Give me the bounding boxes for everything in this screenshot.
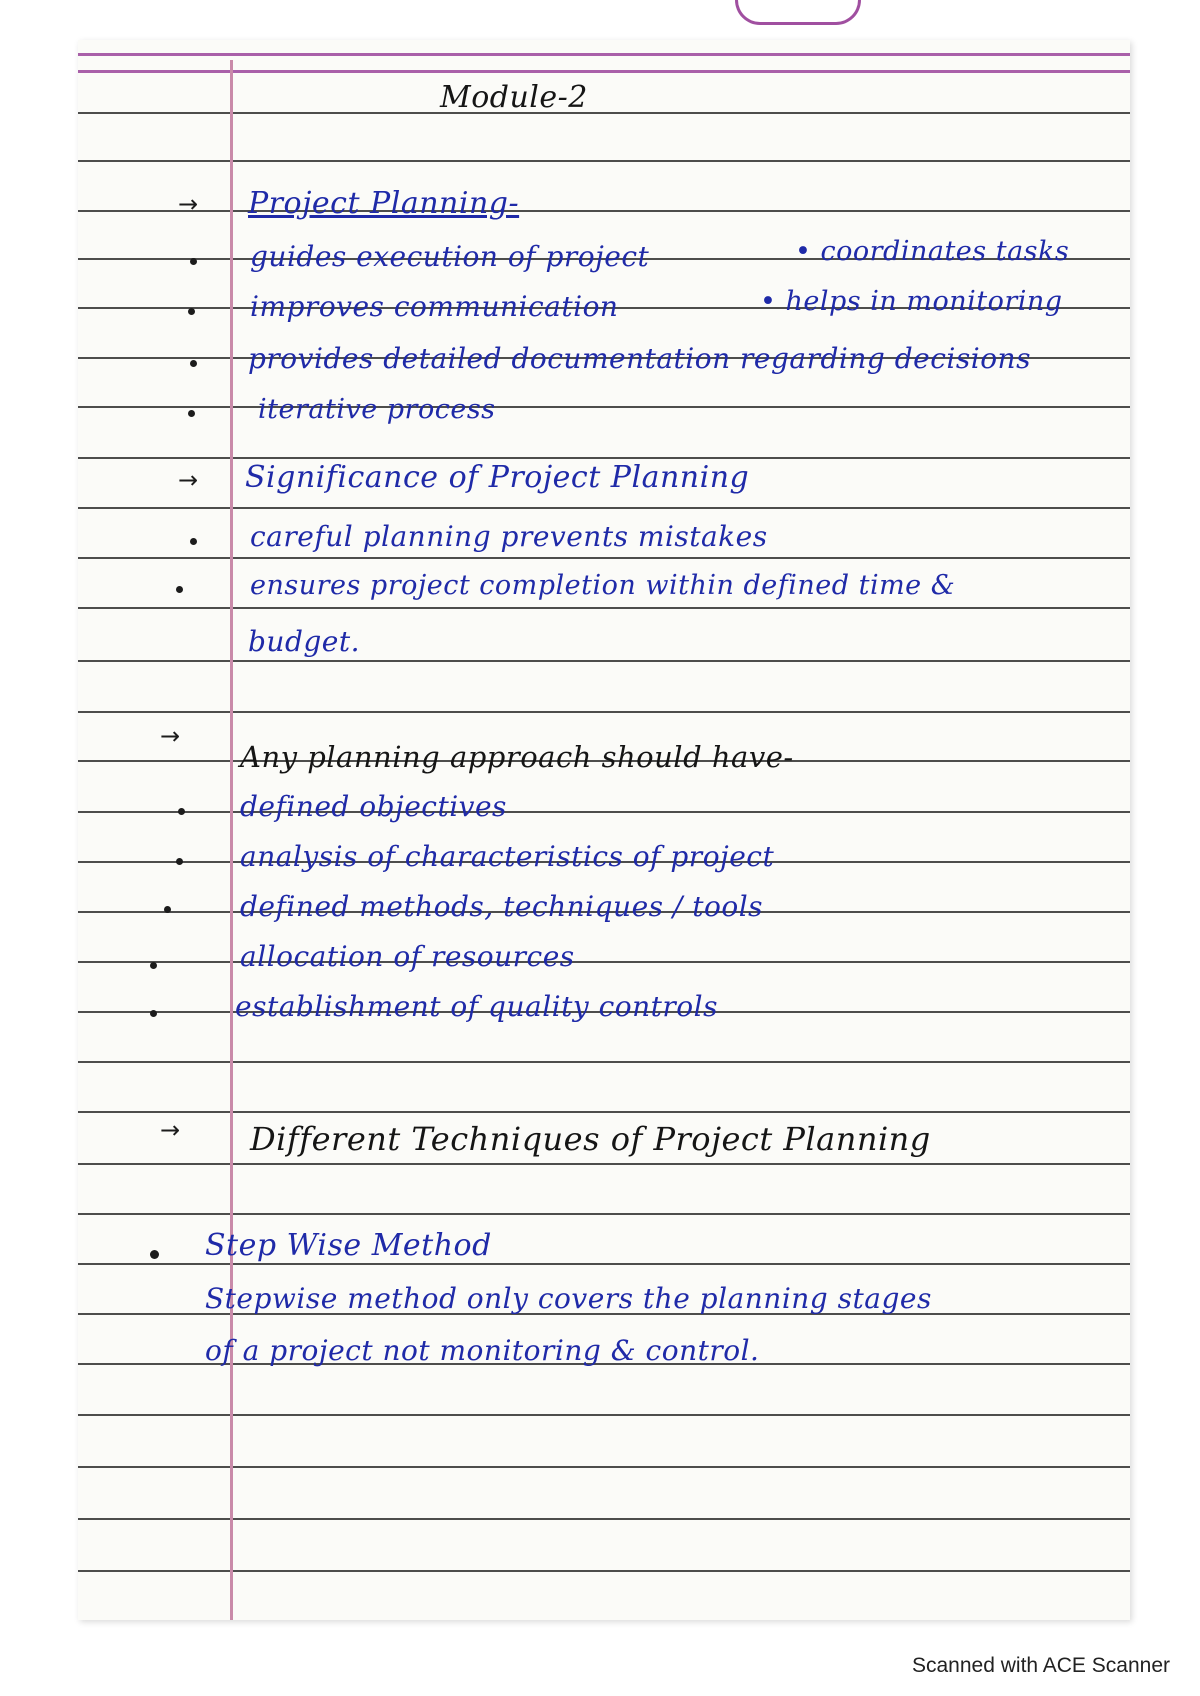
ruled-line <box>78 406 1130 408</box>
ruled-line <box>78 112 1130 114</box>
bullet-icon <box>190 538 197 545</box>
header-rule <box>78 70 1130 73</box>
ruled-line <box>78 660 1130 662</box>
notebook-page <box>78 40 1130 1620</box>
ruled-line <box>78 557 1130 559</box>
note-line: defined objectives <box>240 790 507 823</box>
bullet-icon <box>150 962 157 969</box>
note-line: allocation of resources <box>240 940 575 973</box>
bullet-icon <box>150 1010 157 1017</box>
scanner-footer: Scanned with ACE Scanner <box>912 1654 1170 1677</box>
note-line: iterative process <box>258 394 496 425</box>
ruled-line <box>78 160 1130 162</box>
note-line: • helps in monitoring <box>760 286 1063 317</box>
page-curl-doodle <box>735 0 861 25</box>
note-line: Stepwise method only covers the planning stages <box>205 1282 932 1315</box>
page-heading: Module-2 <box>440 80 588 115</box>
ruled-line <box>78 1263 1130 1265</box>
bullet-icon <box>190 258 197 265</box>
ruled-line <box>78 1111 1130 1113</box>
ruled-line <box>78 457 1130 459</box>
arrow-icon: → <box>178 190 199 218</box>
ruled-line <box>78 607 1130 609</box>
bullet-icon <box>164 906 171 913</box>
ruled-line <box>78 1570 1130 1572</box>
ruled-line <box>78 1163 1130 1165</box>
note-line: analysis of characteristics of project <box>240 840 775 873</box>
note-line: establishment of quality controls <box>235 990 718 1023</box>
ruled-line <box>78 1061 1130 1063</box>
note-line: of a project not monitoring & control. <box>205 1334 760 1367</box>
arrow-icon: → <box>160 722 181 750</box>
margin-line <box>230 60 233 1620</box>
arrow-icon: → <box>178 466 199 494</box>
section-title: Step Wise Method <box>205 1228 492 1263</box>
section-title: Project Planning- <box>248 186 520 221</box>
note-line: ensures project completion within defined time & <box>250 570 956 601</box>
arrow-icon: → <box>160 1116 181 1144</box>
bullet-icon <box>176 586 183 593</box>
bullet-icon <box>178 808 185 815</box>
note-line: careful planning prevents mistakes <box>250 520 768 553</box>
ruled-line <box>78 507 1130 509</box>
ruled-line <box>78 961 1130 963</box>
note-line: guides execution of project <box>250 240 650 273</box>
section-title: Significance of Project Planning <box>245 460 750 495</box>
bullet-icon <box>150 1250 159 1259</box>
ruled-line <box>78 1213 1130 1215</box>
note-line: improves communication <box>250 290 619 323</box>
section-title: Different Techniques of Project Planning <box>250 1120 931 1158</box>
bullet-icon <box>190 360 197 367</box>
header-rule <box>78 53 1130 56</box>
ruled-line <box>78 811 1130 813</box>
ruled-line <box>78 1466 1130 1468</box>
bullet-icon <box>188 410 195 417</box>
note-line: • coordinates tasks <box>795 236 1070 267</box>
note-line: budget. <box>248 625 361 658</box>
section-title: Any planning approach should have- <box>240 740 794 774</box>
ruled-line <box>78 210 1130 212</box>
note-line: defined methods, techniques / tools <box>240 890 764 923</box>
ruled-line <box>78 1518 1130 1520</box>
bullet-icon <box>176 858 183 865</box>
note-line: provides detailed documentation regarding decisions <box>248 342 1031 375</box>
ruled-line <box>78 711 1130 713</box>
ruled-line <box>78 1414 1130 1416</box>
bullet-icon <box>188 308 195 315</box>
